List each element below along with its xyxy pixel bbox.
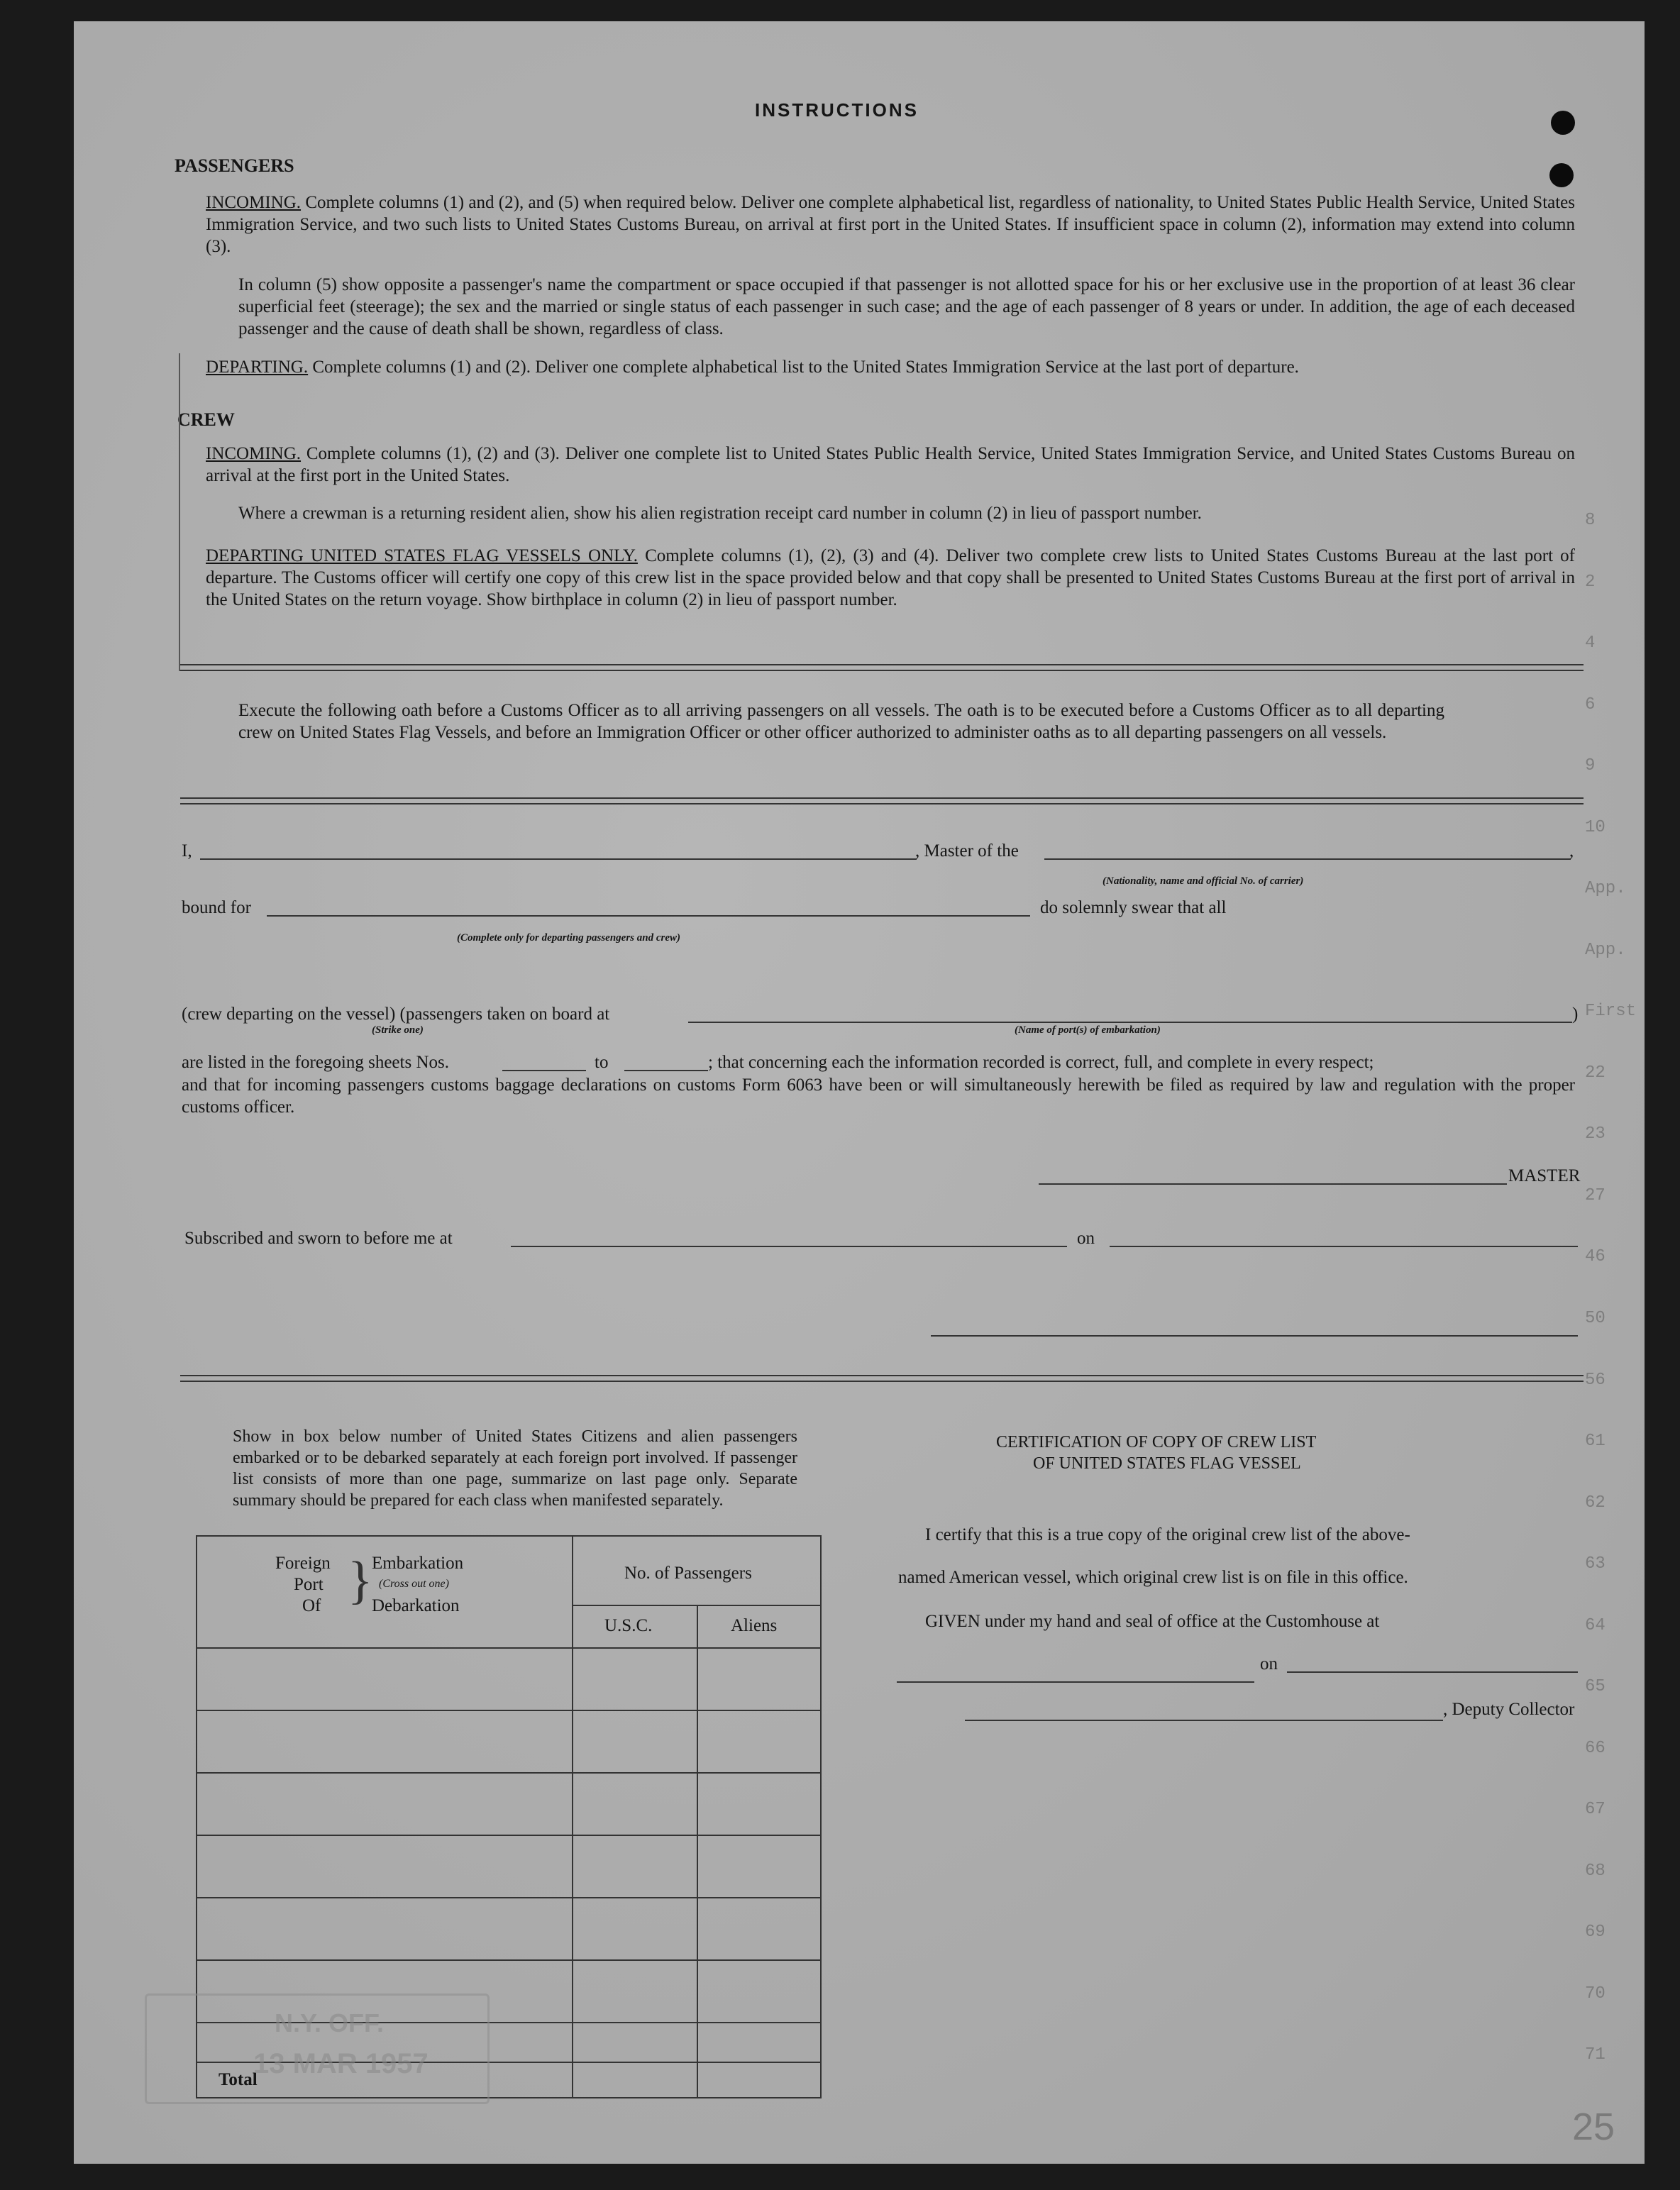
oath-listed-b: ; that concerning each the information recorded is correct, full, and complete in every respect; (708, 1053, 1374, 1072)
total-label: Total (219, 2070, 258, 2089)
oath-master-of: , Master of the (915, 841, 1019, 861)
crew-incoming-text: Complete columns (1), (2) and (3). Deliver one complete list to United States Public Health Service, United States Immigration Service, and United States Customs Bureau on arrival at the first port in the United States. (206, 444, 1575, 485)
col-aliens: Aliens (731, 1616, 778, 1635)
side-number: App. (1585, 941, 1626, 960)
side-number: 6 (1585, 695, 1596, 714)
side-number: 71 (1585, 2045, 1606, 2064)
punch-hole-bottom (1549, 163, 1574, 187)
stamp-line-2: 13 MAR 1957 (253, 2048, 429, 2079)
crew-departing-text: Complete columns (1), (2), (3) and (4). Deliver two complete crew lists to United States Customs Bureau at the last port of departure. The Customs officer will certify one copy of this crew list in the space provided below and that copy shall be presented to United States Customs Bureau at the first port of arrival in the United States on the return voyage. Show birthplace in column (2) in lieu of passport number. (206, 546, 1575, 609)
embarkation-ports-line (688, 1022, 1572, 1023)
passengers-departing-text: Complete columns (1) and (2). Deliver one complete alphabetical list to the United States Immigration Service at the last port of departure. (312, 358, 1299, 377)
master-label: MASTER (1508, 1166, 1581, 1185)
side-number: 2 (1585, 573, 1596, 592)
subscribed-place-line (511, 1246, 1067, 1247)
oath-listed-c: and that for incoming passengers customs baggage declarations on customs Form 6063 have been or will simultaneously herewith be filed as required by law and regulation with the proper customs officer. (182, 1075, 1575, 1117)
oath-listed-a: are listed in the foregoing sheets Nos. (182, 1053, 449, 1072)
subscribed-date-line (1110, 1246, 1578, 1247)
crew-title: CREW (177, 409, 235, 430)
passengers-incoming-text: Complete columns (1) and (2), and (5) when required below. Deliver one complete alphabetical list, regardless of nationality, to United States Public Health Service, United States Immigration Service, and two such lists to United States Customs Bureau, on arrival at first port in the United States. If insufficient space in column (2), information may extend into column (3). (206, 193, 1576, 256)
crew-departing-label: DEPARTING UNITED STATES FLAG VESSELS ONLY. (206, 546, 638, 565)
side-number: 68 (1585, 1862, 1606, 1881)
passengers-departing-paragraph (206, 356, 1575, 378)
page-heading: INSTRUCTIONS (755, 99, 919, 121)
table-row-divider-3 (197, 1835, 820, 1836)
customs-stamp (145, 1993, 490, 2104)
oath-bound-for: bound for (182, 898, 251, 917)
side-number: 8 (1585, 511, 1596, 530)
carrier-line (1044, 858, 1571, 860)
side-number: 69 (1585, 1923, 1606, 1942)
table-row-divider-2 (197, 1772, 820, 1774)
side-number: 9 (1585, 756, 1596, 775)
side-number: 23 (1585, 1124, 1606, 1144)
side-number: 64 (1585, 1616, 1606, 1635)
side-number: 46 (1585, 1247, 1606, 1266)
passengers-departing-label: DEPARTING. (206, 358, 309, 377)
passengers-title: PASSENGERS (175, 155, 294, 176)
bound-caption: (Complete only for departing passengers and crew) (457, 932, 680, 944)
side-number: 62 (1585, 1493, 1606, 1512)
table-subheader-divider (572, 1605, 820, 1606)
master-name-line (200, 858, 917, 860)
deputy-signature-line (965, 1720, 1443, 1721)
passengers-column5-paragraph: In column (5) show opposite a passenger's name the compartment or space occupied if that passenger is not allotted space for his or her exclusive use in the proportion of at least 36 clear superficial feet (steerage); the sex and the married or single status of each passenger in such case; and the age of each passenger of 8 years or under. In addition, the age of each deceased passenger and the cause of death shall be shown, regardless of class. (238, 275, 1575, 338)
table-row-divider-1 (197, 1710, 820, 1711)
oath-close-paren: ) (1572, 1005, 1579, 1024)
col-port-3: Of (302, 1596, 321, 1615)
officer-signature-line (931, 1335, 1578, 1337)
side-number: 61 (1585, 1432, 1606, 1451)
side-number: 50 (1585, 1309, 1606, 1328)
footer-page-mark: 25 (1572, 2106, 1615, 2148)
crew-incoming-paragraph (206, 443, 1575, 487)
side-number: 63 (1585, 1554, 1606, 1574)
side-number: 70 (1585, 1984, 1606, 2003)
carrier-caption: (Nationality, name and official No. of carrier) (1102, 875, 1304, 887)
col-num-passengers: No. of Passengers (624, 1564, 752, 1583)
table-header-divider (197, 1647, 820, 1649)
crew-departing-paragraph (206, 545, 1575, 611)
subscribed-on: on (1077, 1229, 1095, 1248)
certification-title-1: CERTIFICATION OF COPY OF CREW LIST (996, 1433, 1317, 1451)
side-number: 66 (1585, 1739, 1606, 1758)
crew-resident-paragraph: Where a crewman is a returning resident alien, show his alien registration receipt card number in column (2) in lieu of passport number. (238, 504, 1202, 523)
subscribed-text: Subscribed and sworn to before me at (184, 1229, 453, 1248)
side-number: 27 (1585, 1186, 1606, 1205)
passengers-incoming-paragraph (206, 192, 1575, 258)
summary-instructions: Show in box below number of United States Citizens and alien passengers embarked or to be debarked separately at each foreign port involved. If passenger list consists of more than one page, summarize on last page only. Separate summary should be prepared for each class when manifested separately. (233, 1427, 797, 1510)
table-row-divider-4 (197, 1897, 820, 1898)
sheet-from-line (502, 1070, 586, 1071)
side-number: 67 (1585, 1800, 1606, 1819)
oath-comma: , (1569, 841, 1574, 861)
oath-listed-to: to (595, 1053, 609, 1072)
divider-double-2 (180, 797, 1584, 804)
divider-double-1 (180, 664, 1584, 671)
side-number: First (1585, 1002, 1637, 1021)
col-usc: U.S.C. (604, 1616, 653, 1635)
passengers-incoming-label: INCOMING. (206, 193, 302, 212)
oath-intro-paragraph: Execute the following oath before a Customs Officer as to all arriving passengers on all vessels. The oath is to be executed before a Customs Officer as to all departing crew on United States Flag Vessels, and before an Immigration Officer or other officer authorized to administer oaths as to all departing passengers on all vessels. (238, 701, 1444, 742)
col-cross-out: (Cross out one) (379, 1578, 449, 1590)
customhouse-line (897, 1681, 1254, 1683)
stamp-line-1: N.Y. OFF. (275, 2008, 385, 2037)
divider-double-3 (180, 1375, 1584, 1382)
side-number: 65 (1585, 1677, 1606, 1696)
margin-bracket (179, 353, 180, 671)
side-number: 4 (1585, 634, 1596, 653)
table-col-divider-1 (572, 1537, 573, 2097)
side-number: 10 (1585, 818, 1606, 837)
side-numbers-column (1585, 511, 1645, 2107)
col-embarkation: Embarkation (372, 1554, 464, 1573)
certification-on: on (1260, 1654, 1278, 1674)
sheet-to-line (624, 1070, 708, 1071)
side-number: App. (1585, 879, 1626, 898)
deputy-collector-label: , Deputy Collector (1443, 1700, 1575, 1719)
side-number: 22 (1585, 1063, 1606, 1083)
side-number: 56 (1585, 1371, 1606, 1390)
oath-swear: do solemnly swear that all (1040, 898, 1227, 917)
certification-title-2: OF UNITED STATES FLAG VESSEL (1033, 1454, 1301, 1473)
punch-hole-top (1551, 111, 1575, 135)
bound-for-line (267, 915, 1030, 917)
oath-i-label: I, (182, 841, 192, 861)
certification-text-2: named American vessel, which original crew list is on file in this office. (898, 1568, 1408, 1587)
oath-crew-passengers: (crew departing on the vessel) (passengers taken on board at (182, 1005, 610, 1024)
col-debarkation: Debarkation (372, 1596, 460, 1615)
crew-incoming-label: INCOMING. (206, 444, 302, 463)
col-port-1: Foreign (275, 1554, 331, 1573)
ports-caption: (Name of port(s) of embarkation) (1015, 1024, 1161, 1036)
table-row-divider-5 (197, 1959, 820, 1961)
master-signature-line (1039, 1183, 1507, 1185)
col-port-2: Port (294, 1575, 324, 1594)
strike-caption: (Strike one) (372, 1024, 424, 1036)
brace-glyph: } (348, 1552, 373, 1610)
certification-date-line (1287, 1671, 1578, 1673)
certification-given: GIVEN under my hand and seal of office at the Customhouse at (925, 1612, 1380, 1631)
document-sheet (74, 21, 1645, 2164)
certification-text-1: I certify that this is a true copy of the original crew list of the above- (925, 1525, 1410, 1544)
